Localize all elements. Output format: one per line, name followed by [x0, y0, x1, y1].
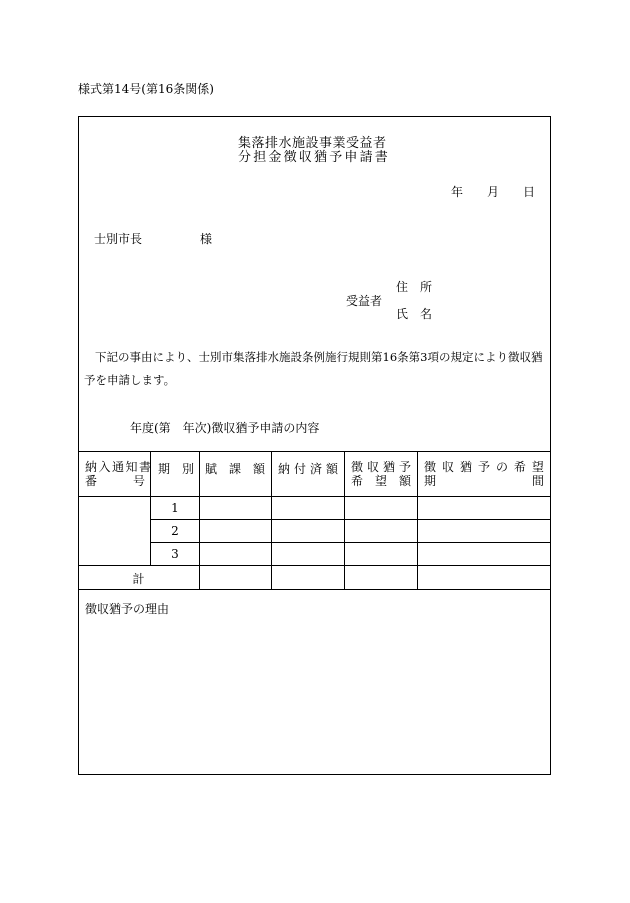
col-divider-paid — [344, 451, 345, 589]
header-defer-char: 収 — [366, 460, 379, 474]
header-defer-char: 予 — [398, 460, 411, 474]
header-notice-go: 号 — [132, 474, 145, 488]
date-month: 月 — [487, 185, 500, 199]
header-period-betsu: 別 — [181, 462, 194, 476]
header-assess-char: 賦 — [205, 462, 218, 476]
request-text-line2: 予を申請します。 — [84, 373, 176, 387]
col-divider-defer — [417, 451, 418, 589]
header-defer-line2 — [351, 474, 411, 489]
header-paid-char: 済 — [309, 462, 322, 476]
form-title-line1: 集落排水施設事業受益者 — [238, 136, 387, 151]
request-text-line1: 下記の事由により、士別市集落排水施設条例施行規則第16条第3項の規定により徴収猶 — [95, 350, 543, 364]
reason-label: 徴収猶予の理由 — [85, 602, 170, 616]
header-assess-char: 課 — [228, 462, 241, 476]
header-notice-line1: 納入通知書 — [85, 460, 153, 474]
form-number: 様式第14号(第16条関係) — [78, 82, 214, 96]
applicant-address-label: 住 所 — [396, 280, 433, 294]
col-divider-period — [199, 451, 200, 589]
header-defer-period-char: 予 — [477, 460, 490, 474]
date-year: 年 — [451, 185, 464, 199]
header-defer-period-char: 徴 — [424, 460, 437, 474]
header-defer-char: 徴 — [351, 460, 364, 474]
header-defer-period-line1 — [424, 460, 544, 475]
addressee-sama: 様 — [200, 232, 213, 246]
application-form — [78, 116, 551, 775]
header-defer-period-ki: 期 — [424, 474, 437, 488]
header-defer-period-char: 収 — [441, 460, 454, 474]
header-defer-period-char: 希 — [513, 460, 526, 474]
header-defer-period-char: 猶 — [459, 460, 472, 474]
table-top-border — [78, 451, 551, 452]
col-divider-assess — [271, 451, 272, 589]
header-period-ki: 期 — [158, 462, 171, 476]
header-bottom-border — [78, 496, 551, 497]
row1-bottom-border — [150, 519, 551, 520]
header-defer-period-char: の — [495, 460, 508, 474]
header-assessed-amount — [205, 462, 265, 477]
header-defer-line1 — [351, 460, 411, 475]
header-paid-char: 額 — [325, 462, 338, 476]
header-defer-char: 希 — [351, 474, 364, 488]
header-defer-char: 猶 — [382, 460, 395, 474]
applicant-name-label: 氏 名 — [396, 307, 433, 321]
date-day: 日 — [523, 185, 536, 199]
header-paid-char: 付 — [293, 462, 306, 476]
applicant-label: 受益者 — [346, 294, 383, 308]
header-defer-period-kan: 間 — [531, 474, 544, 488]
header-notice-ban: 番 — [85, 474, 98, 488]
header-assess-char: 額 — [252, 462, 265, 476]
total-bottom-border — [78, 589, 551, 590]
row3-bottom-border — [78, 565, 551, 566]
header-period — [158, 462, 194, 477]
header-paid-amount — [278, 462, 338, 477]
total-label: 計 — [132, 572, 145, 586]
row-number-1: 1 — [171, 501, 179, 515]
header-defer-char: 望 — [374, 474, 387, 488]
header-defer-period-line2 — [424, 474, 544, 489]
header-defer-char: 額 — [398, 474, 411, 488]
form-title-line2: 分担金徴収猶予申請書 — [238, 150, 391, 165]
header-defer-period-char: 望 — [531, 460, 544, 474]
row-number-3: 3 — [171, 547, 179, 561]
row-number-2: 2 — [171, 524, 179, 538]
addressee-mayor: 士別市長 — [94, 232, 143, 246]
row2-bottom-border — [150, 542, 551, 543]
content-subtitle: 年度(第 年次)徴収猶予申請の内容 — [130, 421, 320, 435]
header-paid-char: 納 — [278, 462, 291, 476]
header-notice-line2 — [85, 474, 145, 489]
